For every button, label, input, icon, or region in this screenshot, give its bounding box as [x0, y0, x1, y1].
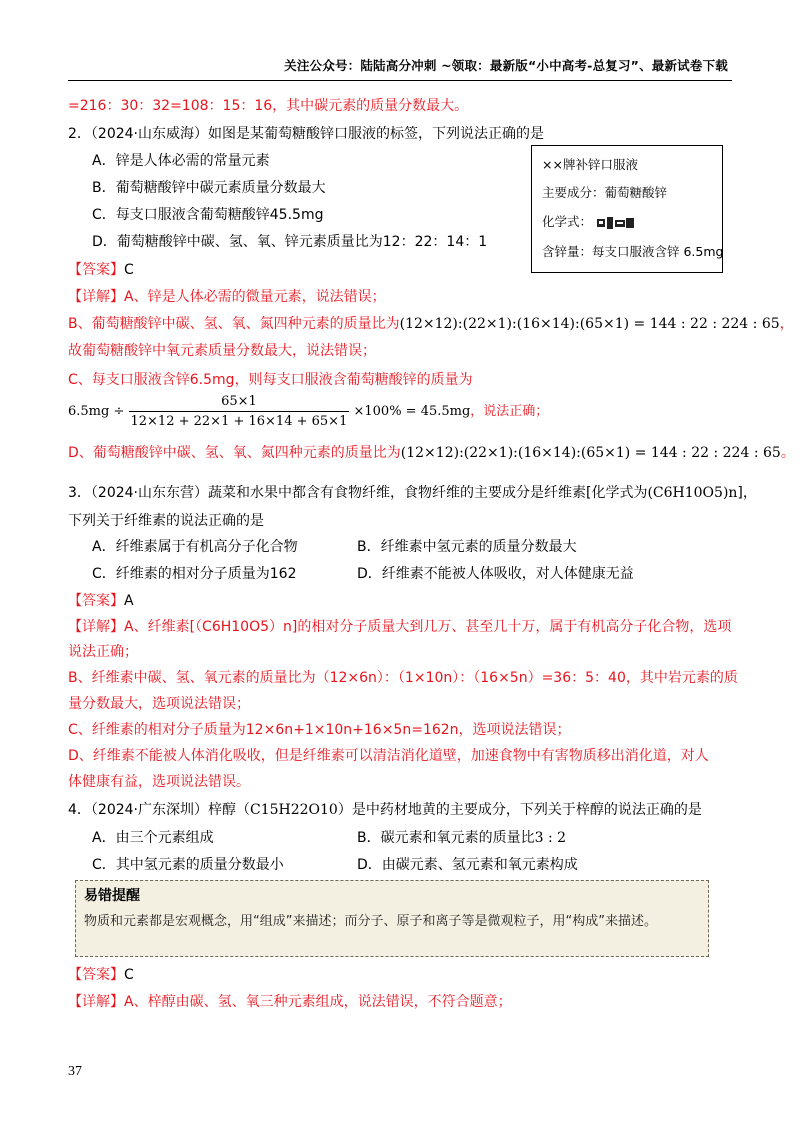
- detail-d-text: D、葡萄糖酸锌中碳、氢、氧、氮四种元素的质量比为: [68, 445, 401, 461]
- calc-right: ×100% = 45.5mg: [353, 404, 471, 419]
- q3-detail-line6: D、纤维素不能被人体消化吸收，但是纤维素可以清洁消化道壁，加速食物中有害物质移出消化道，对人: [68, 748, 709, 764]
- header-divider: [68, 80, 732, 81]
- page-number: 37: [68, 1064, 82, 1079]
- detail-tag: 【详解】: [68, 619, 124, 635]
- q4-option-c: C．其中氢元素的质量分数最小: [92, 857, 284, 873]
- q3-detail-line2: 说法正确；: [68, 644, 138, 660]
- detail-a-text: A、梓醇由碳、氢、氧三种元素组成，说法错误，不符合题意；: [124, 994, 512, 1010]
- calc-fraction: [129, 394, 350, 429]
- detail-b-text: B、葡萄糖酸锌中碳、氢、氧、氮四种元素的质量比为: [68, 316, 400, 332]
- label-zinc-content: 含锌量：每支口服液含锌 6.5mg: [542, 244, 724, 259]
- answer-tag: 【答案】: [68, 262, 124, 278]
- answer-tag: 【答案】: [68, 967, 124, 983]
- q4-option-a: A．由三个元素组成: [92, 830, 214, 846]
- q3-option-c: C．纤维素的相对分子质量为162: [92, 566, 297, 582]
- q2-option-d: D．葡萄糖酸锌中碳、氢、氧、锌元素质量比为12：22：14：1: [92, 234, 488, 250]
- q4-stem-b: ）是中药材地黄的主要成分，下列关于梓醇的说法正确的是: [337, 802, 702, 818]
- q2-answer-line: [68, 260, 134, 280]
- q2-detail-b2: 故葡萄糖酸锌中氧元素质量分数最大，说法错误；: [68, 343, 376, 359]
- q4-stem: [68, 800, 702, 820]
- q4-detail-a: [68, 992, 512, 1012]
- error-tip-box: [75, 880, 709, 957]
- q4-option-b: [357, 828, 566, 848]
- ratio-expression: (12×12):(22×1):(16×14):(65×1) = 144 : 22 : 224 : 65: [399, 316, 780, 332]
- ratio-expression-d: (12×12):(22×1):(16×14):(65×1) = 144 : 22 : 224 : 65: [400, 445, 781, 461]
- detail-tag: 【详解】: [68, 994, 124, 1010]
- q4-ratio: 3 : 2: [534, 830, 567, 846]
- label-title: ××牌补锌口服液: [542, 157, 638, 172]
- tip-body: 物质和元素都是宏观概念，用“组成”来描述；而分子、原子和离子等是微观粒子，用“构成”来描述。: [84, 914, 657, 929]
- calc-left: 6.5mg ÷: [68, 404, 125, 419]
- q3-option-b: B．纤维素中氢元素的质量分数最大: [357, 539, 577, 555]
- page-header: 关注公众号：陆陆高分冲刺 ~领取：最新版“小中高考-总复习”、最新试卷下载: [284, 58, 728, 73]
- label-formula-label: 化学式：: [542, 214, 593, 229]
- label-formula-row: [542, 212, 636, 230]
- q3-detail-line1: [68, 617, 731, 637]
- continuation-line: =216：30：32=108：15：16，其中碳元素的质量分数最大。: [68, 98, 469, 114]
- calc-denominator: 12×12 + 22×1 + 16×14 + 65×1: [130, 414, 348, 429]
- answer-value: A: [124, 593, 134, 609]
- q2-detail-d: [68, 443, 795, 463]
- q3-stem-formula: (C6H10O5)n: [647, 485, 738, 501]
- detail-b-end: ，: [779, 316, 794, 332]
- detail-text: A、纤维素[（C6H10O5）n]的相对分子质量大到几万、甚至几十万，属于有机高分子化合物，选项: [124, 619, 732, 635]
- q2-stem: 2．（2024·山东威海）如图是某葡萄糖酸锌口服液的标签，下列说法正确的是: [68, 126, 544, 142]
- q3-stem-b: ]，: [737, 485, 757, 501]
- q3-answer-line: [68, 591, 134, 611]
- answer-value: C: [124, 262, 134, 278]
- detail-tag: 【详解】: [68, 289, 124, 305]
- answer-value: C: [124, 967, 134, 983]
- calc-numerator: 65×1: [129, 394, 350, 412]
- calc-tail: ，说法正确；: [470, 404, 549, 419]
- q2-detail-a: [68, 287, 386, 307]
- q2-detail-b: [68, 314, 794, 334]
- q2-option-a: A．锌是人体必需的常量元素: [92, 153, 270, 169]
- q4-option-d: D．由碳元素、氢元素和氧元素构成: [357, 857, 578, 873]
- q3-detail-line3: B、纤维素中碳、氢、氧元素的质量比为（12×6n）：（1×10n）：（16×5n）=36：5：40，其中岩元素的质: [68, 670, 738, 686]
- q3-stem-line2: 下列关于纤维素的说法正确的是: [68, 513, 264, 529]
- q2-calc-formula: [68, 394, 548, 429]
- q2-option-b: B．葡萄糖酸锌中碳元素质量分数最大: [92, 180, 326, 196]
- q3-detail-line4: 量分数最大，选项说法错误；: [68, 696, 250, 712]
- q4-option-b-text: B．碳元素和氧元素的质量比: [357, 830, 535, 846]
- q3-stem-a: 3．（2024·山东东营）蔬菜和水果中都含有食物纤维，食物纤维的主要成分是纤维素[化学式为: [68, 485, 648, 501]
- tip-title: 易错提醒: [84, 888, 140, 904]
- formula-image-icon: [596, 216, 636, 230]
- answer-tag: 【答案】: [68, 593, 124, 609]
- product-label-box: [531, 145, 723, 273]
- label-ingredient: 主要成分：葡萄糖酸锌: [542, 185, 668, 200]
- detail-a-text: A、锌是人体必需的微量元素，说法错误；: [124, 289, 386, 305]
- q4-stem-a: 4．（2024·广东深圳）梓醇（: [68, 802, 250, 818]
- q3-option-a: A．纤维素属于有机高分子化合物: [92, 539, 298, 555]
- q3-detail-line7: 体健康有益，选项说法错误。: [68, 774, 250, 790]
- q3-stem-line1: [68, 483, 757, 503]
- q4-stem-formula: C15H22O10: [250, 802, 338, 818]
- detail-d-end: 。: [780, 445, 795, 461]
- q2-detail-c: C、每支口服液含锌6.5mg，则每支口服液含葡萄糖酸锌的质量为: [68, 372, 473, 388]
- q2-option-c: C．每支口服液含葡萄糖酸锌45.5mg: [92, 207, 324, 223]
- q4-answer-line: [68, 965, 134, 985]
- q3-detail-line5: C、纤维素的相对分子质量为12×6n+1×10n+16×5n=162n，选项说法错误；: [68, 722, 571, 738]
- q3-option-d: D．纤维素不能被人体吸收，对人体健康无益: [357, 566, 634, 582]
